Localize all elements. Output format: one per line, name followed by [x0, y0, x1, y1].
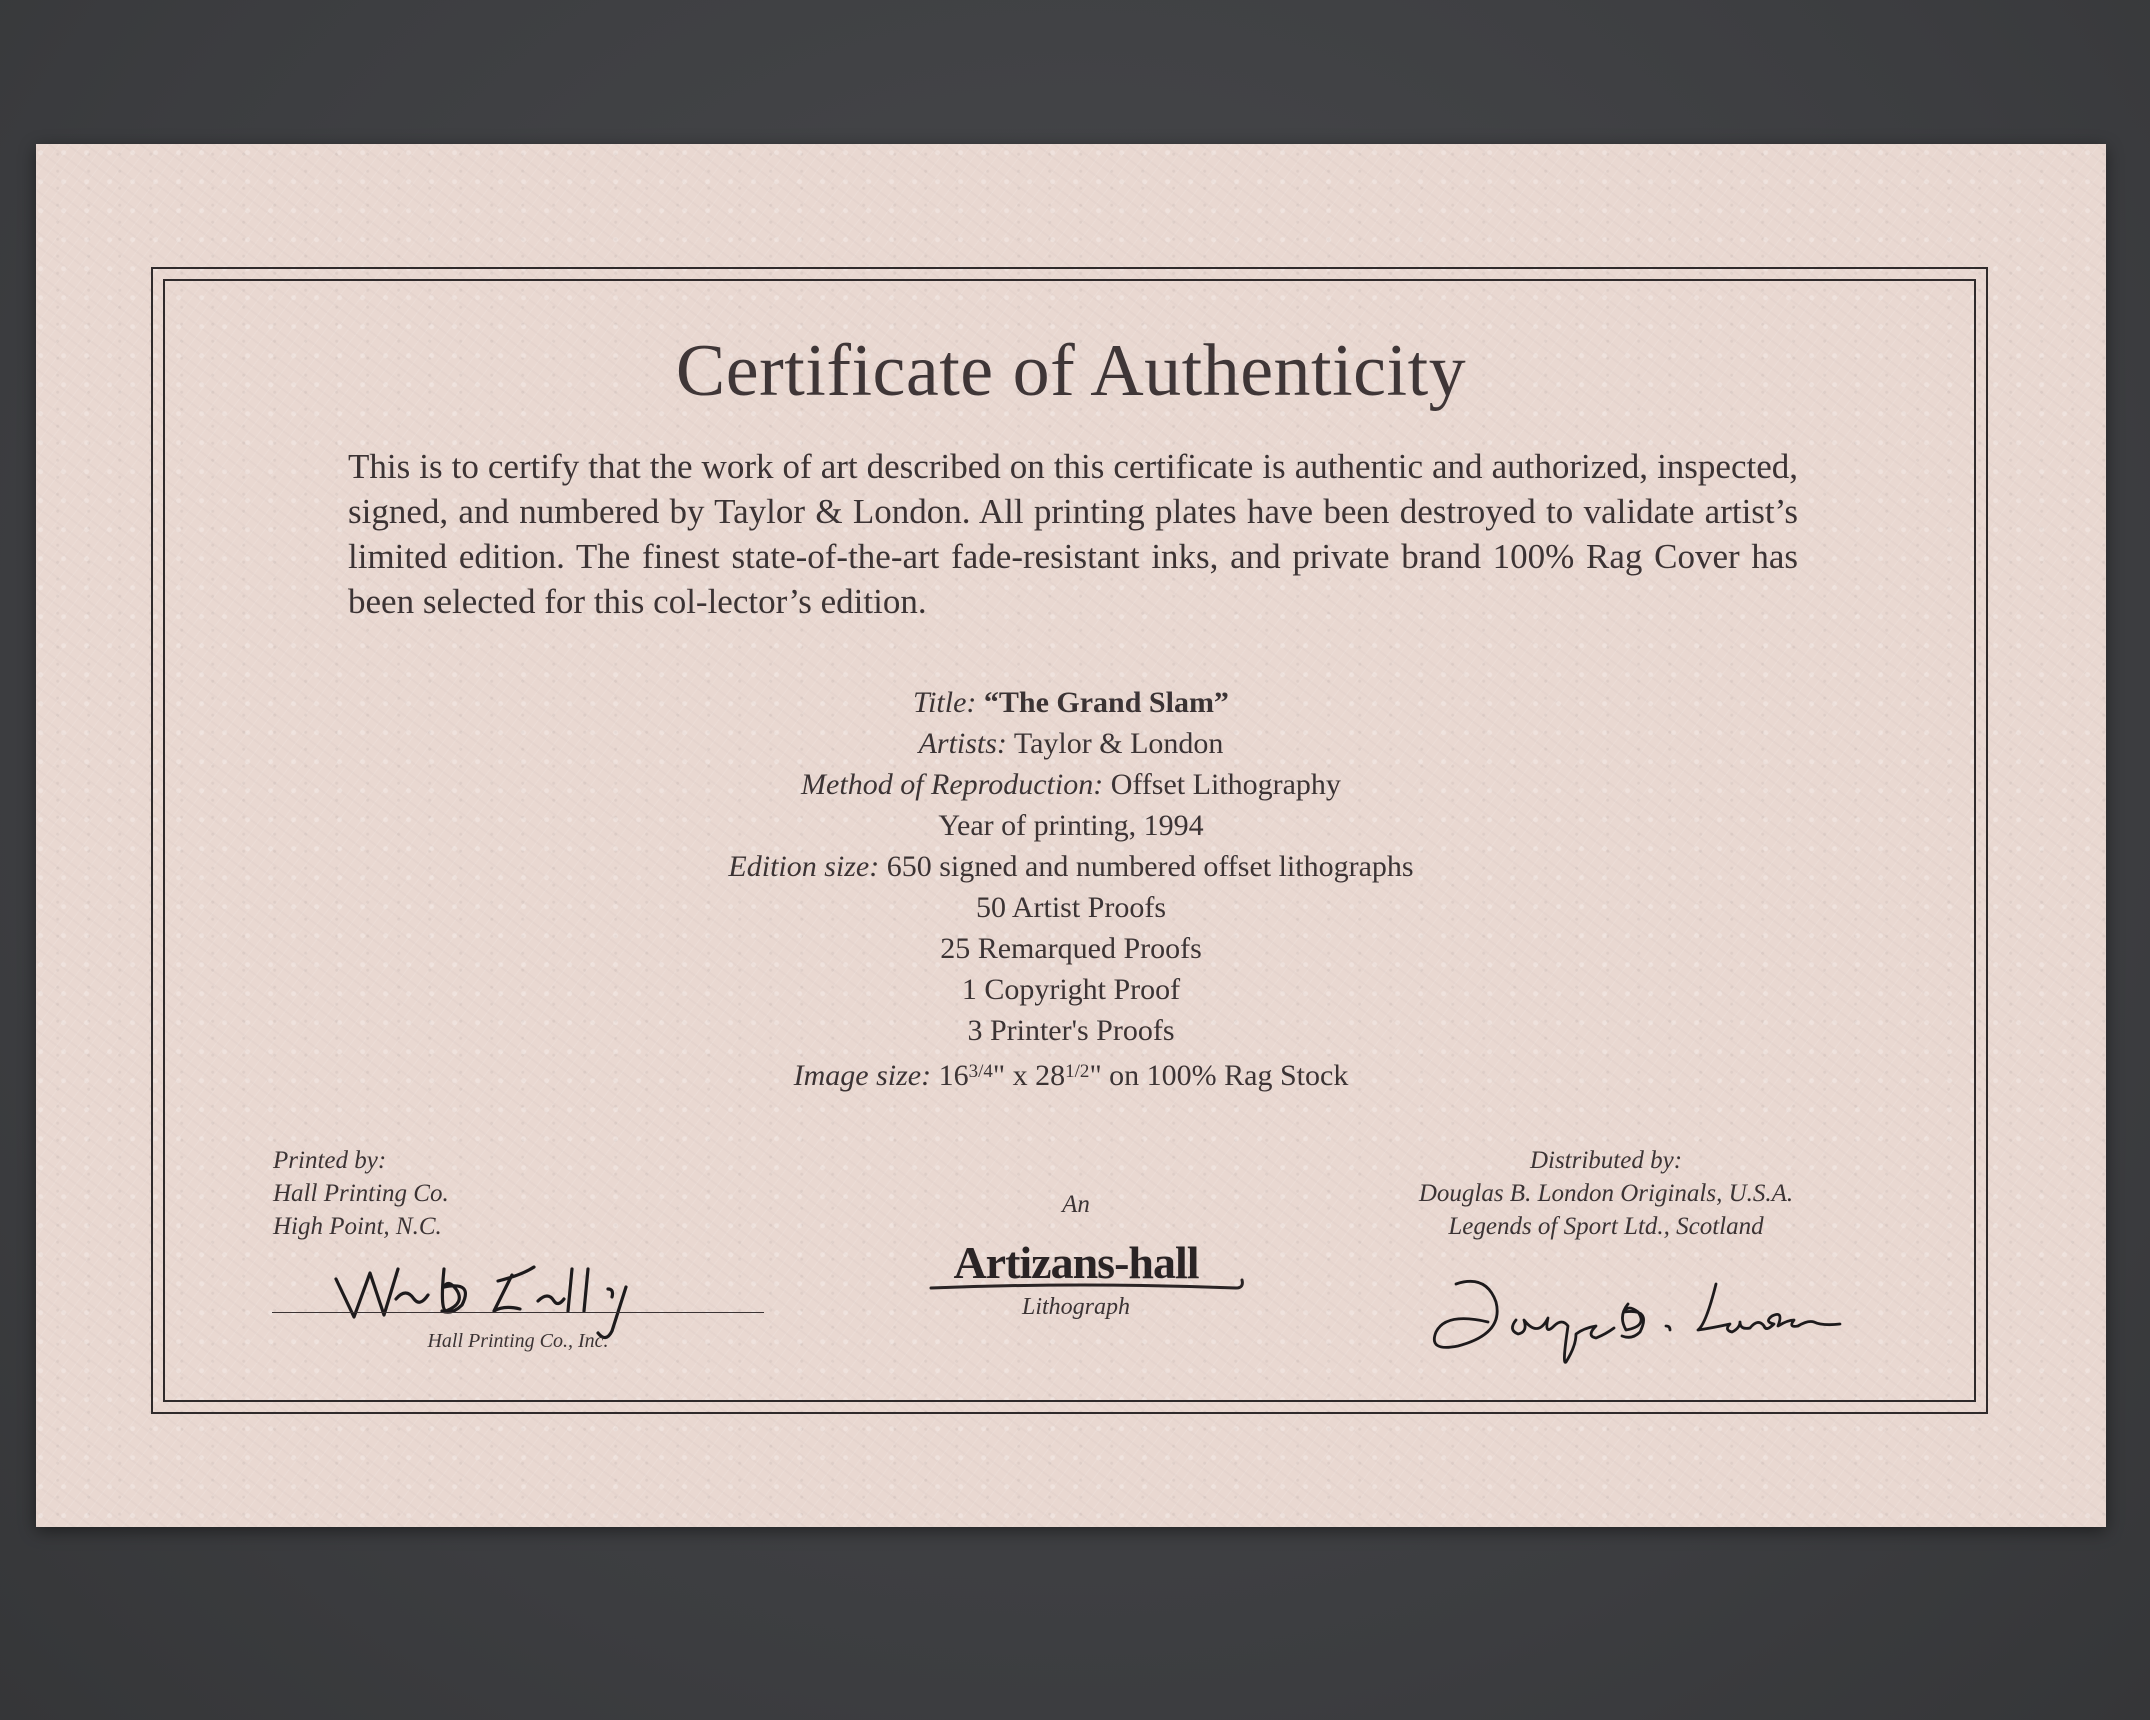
distributor-name: Douglas B. London Originals, U.S.A.	[1418, 1180, 1794, 1207]
certificate-title: Certificate of Authenticity	[675, 330, 1467, 412]
detail-edition-line	[36, 846, 2106, 887]
certification-statement: This is to certify that the work of art described on this certificate is authentic and authorized, inspected, signed, and numbered by Taylor & London. All printing plates have been destroyed to validate artist’s limited edition. The finest state-of-the-art fade-resistant inks, and private brand 100% Rag Cover has been selected for this col-lector’s edition.	[348, 447, 1798, 621]
edition-label: Edition size:	[728, 850, 880, 883]
distributor-signature	[1416, 1262, 1916, 1372]
lithograph-label: Lithograph	[1021, 1294, 1131, 1320]
image-size-whole-a: 16	[938, 1059, 969, 1092]
printer-location: High Point, N.C.	[273, 1213, 442, 1240]
detail-image-size-line	[36, 1051, 2106, 1096]
distributed-by-heading: Distributed by:	[1529, 1147, 1683, 1174]
detail-artists-line	[36, 723, 2106, 764]
title-label: Title:	[913, 686, 977, 719]
logo-text: Artizans-hall	[953, 1237, 1199, 1288]
title-value: “The Grand Slam”	[983, 686, 1229, 719]
artist-proofs: 50 Artist Proofs	[975, 891, 1167, 924]
certificate-card	[36, 144, 2106, 1527]
copyright-proof: 1 Copyright Proof	[961, 973, 1181, 1006]
image-size-mid: " x 28	[992, 1059, 1066, 1092]
artists-label: Artists:	[918, 727, 1007, 760]
year-of-printing: Year of printing, 1994	[938, 809, 1204, 842]
distributor-location: Legends of Sport Ltd., Scotland	[1448, 1213, 1764, 1240]
distributor-signature-text: Douglas B. London	[1416, 1262, 1424, 1263]
printers-proofs: 3 Printer's Proofs	[967, 1014, 1175, 1047]
an-label: An	[1062, 1191, 1090, 1218]
printer-signature-line	[272, 1312, 764, 1313]
image-size-label: Image size:	[793, 1059, 932, 1092]
printer-info	[273, 1144, 673, 1243]
method-value: Offset Lithography	[1110, 768, 1341, 801]
image-size-frac-a: 3/4	[968, 1061, 993, 1082]
detail-title-line	[36, 682, 2106, 723]
image-size-frac-b: 1/2	[1065, 1061, 1090, 1082]
edition-value: 650 signed and numbered offset lithographs	[886, 850, 1414, 883]
artists-value: Taylor & London	[1013, 727, 1224, 760]
distributor-info	[1356, 1144, 1856, 1243]
image-size-tail: " on 100% Rag Stock	[1089, 1059, 1349, 1092]
printer-name: Hall Printing Co.	[273, 1180, 449, 1207]
printer-signature-caption: Hall Printing Co., Inc.	[427, 1330, 609, 1352]
remarqued-proofs: 25 Remarqued Proofs	[940, 932, 1202, 965]
method-label: Method of Reproduction:	[801, 768, 1104, 801]
detail-method-line	[36, 764, 2106, 805]
artwork-details	[36, 682, 2106, 1096]
printed-by-heading: Printed by:	[273, 1147, 387, 1174]
